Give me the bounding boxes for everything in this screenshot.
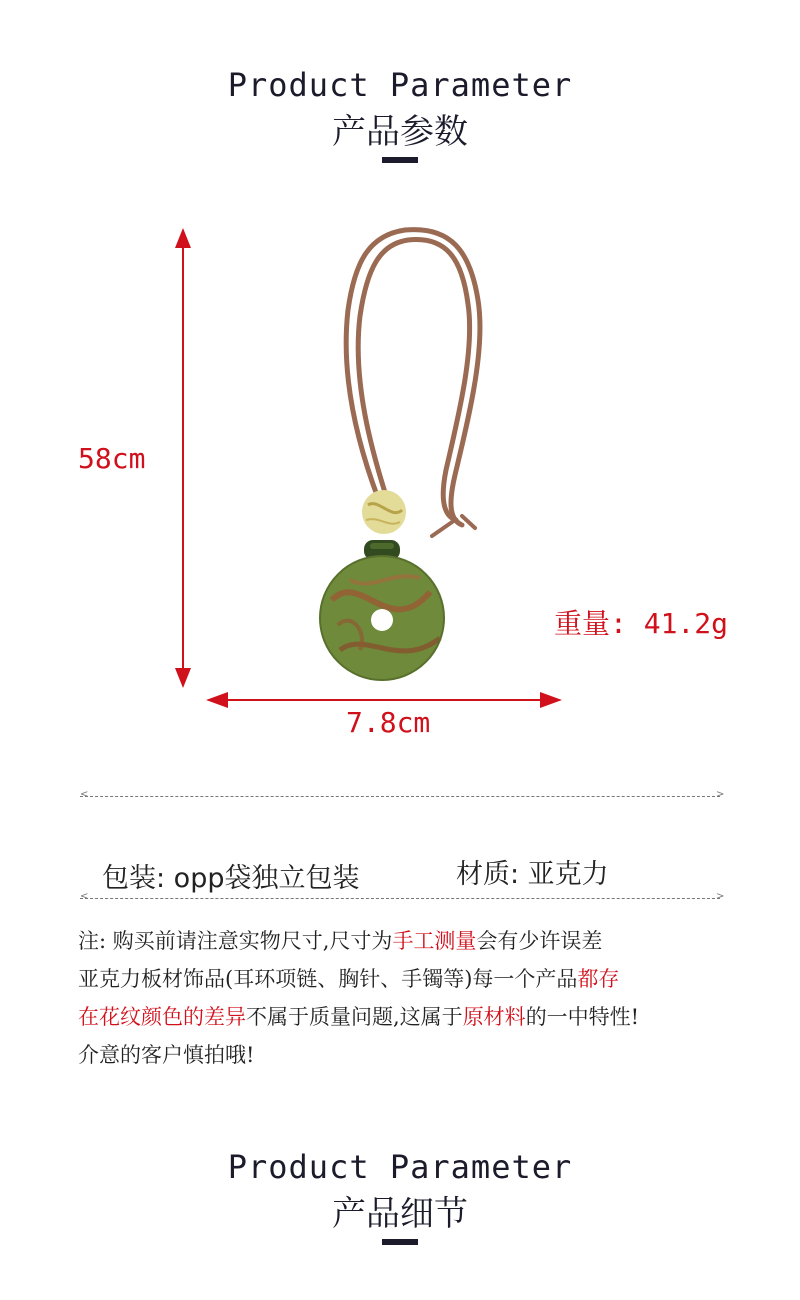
note-line-4: 介意的客户慎拍哦! <box>78 1043 255 1067</box>
title-underline <box>382 157 418 163</box>
material-info: 材质: 亚克力 <box>456 859 609 890</box>
packaging-info: 包装: opp袋独立包装 <box>102 863 360 894</box>
separator-line-2 <box>80 898 720 899</box>
section-title-en: Product Parameter <box>227 66 573 104</box>
separator-line <box>80 796 720 797</box>
necklace-cord <box>346 230 480 536</box>
note-highlight: 在花纹颜色的差异 <box>78 1005 246 1029</box>
separator-right-cap-2: > <box>716 891 725 902</box>
note-text: 亚克力板材饰品(耳环项链、胸针、手镯等)每一个产品 <box>78 967 578 991</box>
weight-label: 重量: 41.2g <box>554 607 729 640</box>
donut-pendant <box>320 556 444 680</box>
note-highlight: 都存 <box>577 967 620 991</box>
note-text: 的一中特性! <box>525 1005 640 1029</box>
note-text: 注: 购买前请注意实物尺寸,尺寸为 <box>78 929 393 953</box>
note-line-2 <box>78 960 758 998</box>
title-underline-2 <box>382 1239 418 1245</box>
separator-left-cap-2: < <box>80 891 89 902</box>
note-text: 会有少许误差 <box>476 929 603 953</box>
separator-right-cap: > <box>716 789 725 800</box>
purchase-note <box>78 922 758 1074</box>
note-highlight: 原材料 <box>462 1005 526 1029</box>
width-label: 7.8cm <box>346 706 431 739</box>
note-text: 不属于质量问题,这属于 <box>246 1005 463 1029</box>
note-line-3 <box>78 998 758 1036</box>
note-line-1 <box>78 922 758 960</box>
separator-left-cap: < <box>80 789 89 800</box>
height-arrow <box>175 228 191 688</box>
section-title-en-2: Product Parameter <box>227 1148 573 1186</box>
yellow-bead <box>362 490 406 534</box>
note-highlight: 手工测量 <box>392 929 477 953</box>
height-label: 58cm <box>78 442 146 475</box>
section-title-cn-2: 产品细节 <box>332 1194 468 1234</box>
product-diagram <box>0 220 800 740</box>
section-title-cn: 产品参数 <box>332 112 468 152</box>
